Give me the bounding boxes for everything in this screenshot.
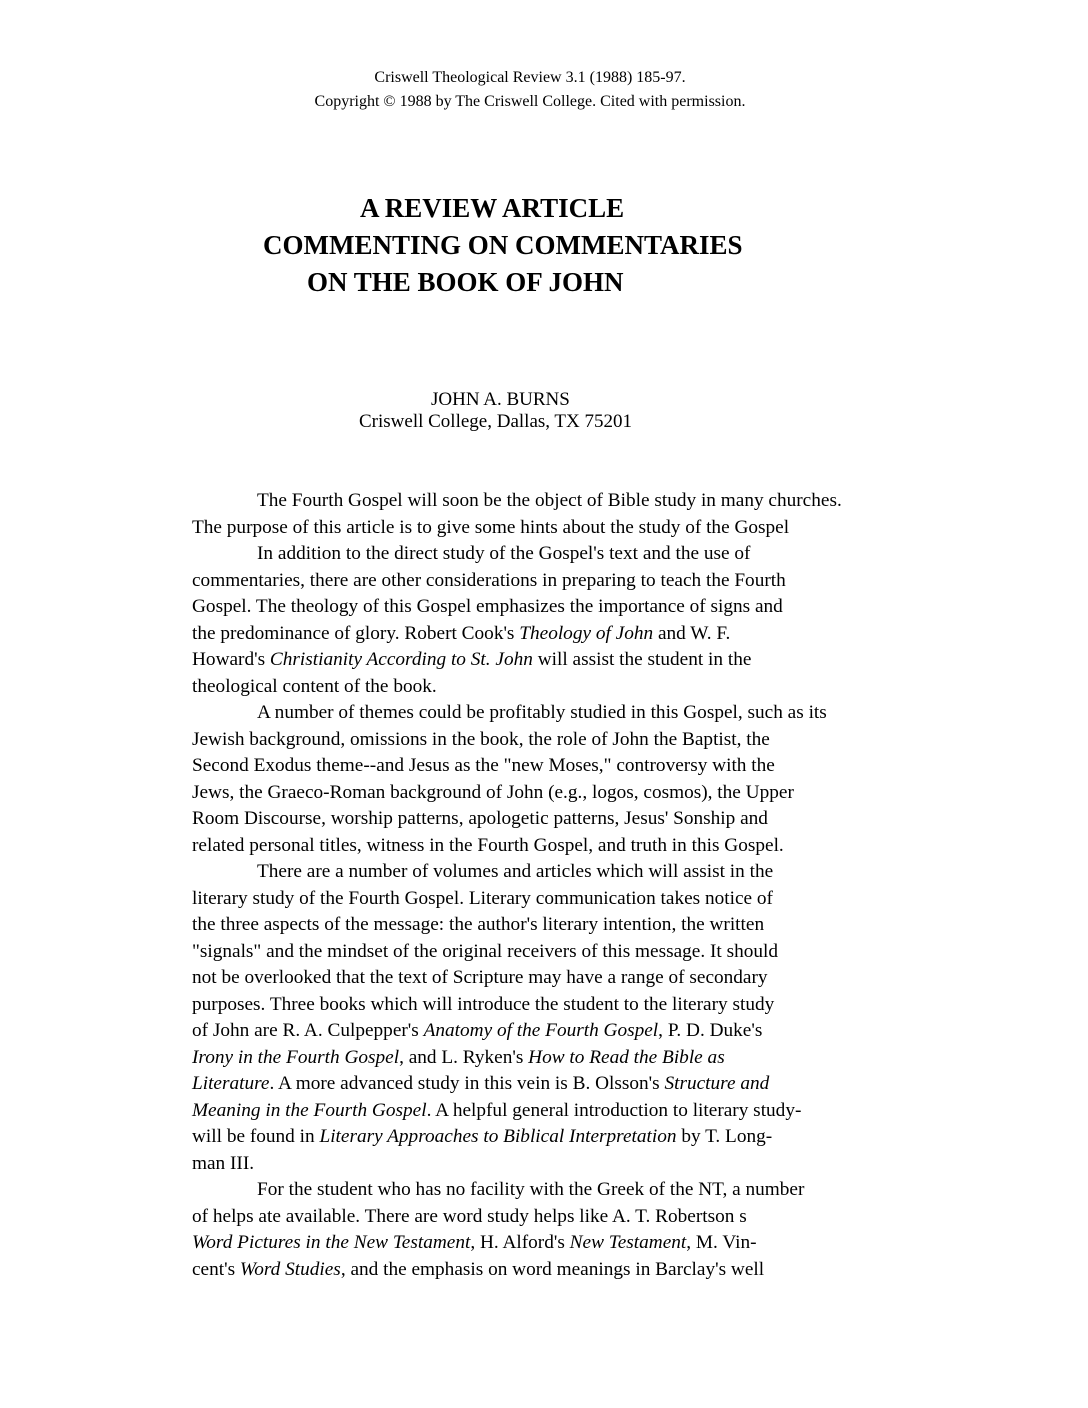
text-run: , M. Vin-	[686, 1232, 757, 1253]
text-run: Howard's	[192, 649, 270, 670]
body-line	[192, 1018, 982, 1045]
body-line: There are a number of volumes and articles which will assist in the	[257, 861, 774, 882]
book-title: Meaning in the Fourth Gospel	[192, 1099, 427, 1121]
citation-line: Criswell Theological Review 3.1 (1988) 185-97.	[374, 69, 686, 86]
text-run: , and L. Ryken's	[399, 1046, 529, 1068]
article-body	[192, 488, 982, 1283]
body-line: literary study of the Fourth Gospel. Literary communication takes notice of	[192, 887, 773, 909]
body-line	[192, 647, 982, 674]
body-line: related personal titles, witness in the Fourth Gospel, and truth in this Gospel.	[192, 834, 784, 856]
book-title: Irony in the Fourth Gospel	[192, 1046, 400, 1068]
body-line: The purpose of this article is to give some hints about the study of the Gospel	[192, 516, 790, 538]
body-line: A number of themes could be profitably studied in this Gospel, such as its	[257, 702, 827, 723]
body-line: Jewish background, omissions in the book, the role of John the Baptist, the	[192, 728, 770, 750]
text-run: . A more advanced study in this vein is B. Olsson's	[269, 1073, 665, 1094]
book-title: Literature	[192, 1073, 270, 1094]
body-line: purposes. Three books which will introduce the student to the literary study	[192, 993, 775, 1015]
body-line: "signals" and the mindset of the original receivers of this message. It should	[192, 940, 779, 962]
title-line-2: COMMENTING ON COMMENTARIES	[263, 230, 743, 260]
text-run: , P. D. Duke's	[658, 1020, 763, 1041]
title-line-1: A REVIEW ARTICLE	[360, 193, 625, 223]
book-title: Theology of John	[519, 622, 654, 644]
body-line: The Fourth Gospel will soon be the object of Bible study in many churches.	[257, 490, 842, 511]
text-run: the predominance of glory. Robert Cook's	[192, 622, 520, 644]
body-line: commentaries, there are other considerations in preparing to teach the Fourth	[192, 569, 786, 591]
body-line: Jews, the Graeco-Roman background of John (e.g., logos, cosmos), the Upper	[192, 781, 794, 803]
body-line: man III.	[192, 1152, 255, 1174]
text-run: cent's	[192, 1258, 240, 1280]
author-affiliation: Criswell College, Dallas, TX 75201	[359, 411, 633, 432]
body-line: Second Exodus theme--and Jesus as the "new Moses," controversy with the	[192, 755, 775, 776]
body-line	[192, 1257, 982, 1284]
body-line: For the student who has no facility with the Greek of the NT, a number	[257, 1179, 805, 1200]
text-run: will be found in	[192, 1126, 320, 1147]
text-run: , H. Alford's	[470, 1232, 570, 1253]
text-run: and W. F.	[653, 622, 731, 644]
body-line: In addition to the direct study of the Gospel's text and the use of	[257, 543, 751, 564]
body-line	[192, 621, 982, 648]
citation-header	[0, 66, 1088, 114]
text-run: . A helpful general introduction to literary study-	[426, 1099, 802, 1121]
copyright-line: Copyright © 1988 by The Criswell College. Cited with permission.	[314, 93, 746, 110]
body-line	[192, 1124, 982, 1151]
text-run: of John are R. A. Culpepper's	[192, 1020, 424, 1041]
body-line	[192, 1098, 982, 1125]
body-line: of helps ate available. There are word study helps like A. T. Robertson s	[192, 1205, 747, 1227]
text-run: , and the emphasis on word meanings in Barclay's well	[340, 1258, 765, 1280]
body-line	[192, 1071, 982, 1098]
text-run: by T. Long-	[676, 1126, 773, 1147]
text-run: will assist the student in the	[532, 649, 752, 670]
body-line: Room Discourse, worship patterns, apologetic patterns, Jesus' Sonship and	[192, 808, 768, 829]
body-line: not be overlooked that the text of Scripture may have a range of secondary	[192, 967, 768, 988]
title-line-3: ON THE BOOK OF JOHN	[307, 267, 624, 297]
body-line	[192, 1230, 982, 1257]
book-title: How to Read the Bible as	[528, 1046, 725, 1068]
author-name: JOHN A. BURNS	[431, 389, 570, 410]
book-title: Word Pictures in the New Testament	[192, 1232, 471, 1253]
book-title: Christianity According to St. John	[269, 649, 533, 670]
body-line: theological content of the book.	[192, 675, 437, 697]
book-title: New Testament	[569, 1232, 687, 1253]
book-title: Literary Approaches to Biblical Interpretation	[319, 1126, 677, 1147]
book-title: Anatomy of the Fourth Gospel	[423, 1020, 659, 1041]
book-title: Structure and	[664, 1073, 770, 1094]
body-line: the three aspects of the message: the author's literary intention, the written	[192, 914, 765, 935]
body-line	[192, 1045, 982, 1072]
body-line: Gospel. The theology of this Gospel emphasizes the importance of signs and	[192, 596, 783, 617]
book-title: Word Studies	[239, 1258, 341, 1280]
